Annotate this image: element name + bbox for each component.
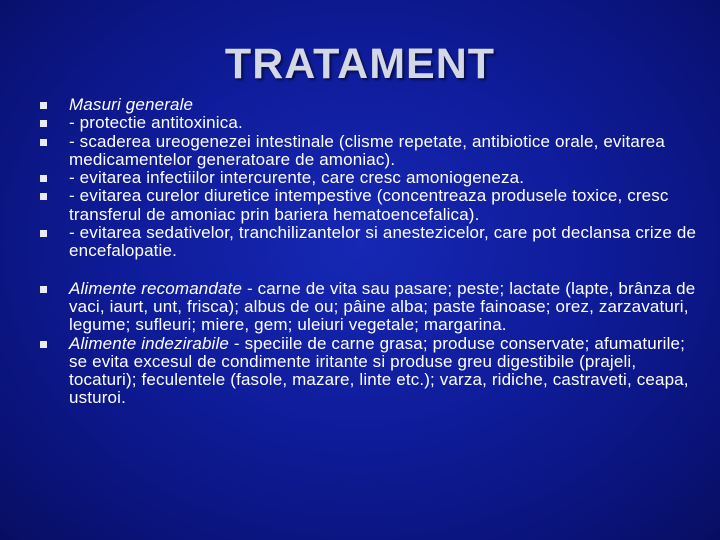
- bullet-item-general-measures: [40, 96, 708, 114]
- bullet-text: - evitarea curelor diuretice intempestive (concentreaza produsele toxice, cresc transferul de amoniac prin bariera hematoencefalica).: [69, 186, 669, 224]
- bullet-text: - speciile de carne grasa; produse conservate; afumaturile; se evita excesul de condimente iritante si produse greu digestibile (prajeli, tocaturi); feculentele (fasole, mazare, linte etc.); varza, ridiche, castraveti, ceapa, usturoi.: [69, 333, 689, 408]
- bullet-item-recommended-foods: [40, 280, 708, 335]
- bullet-text: - protectie antitoxinica.: [69, 113, 243, 133]
- bullet-lead: Masuri generale: [69, 95, 194, 114]
- square-bullet-icon: [40, 102, 47, 109]
- bullet-item-antitoxic-protection: [40, 114, 708, 132]
- bullet-text: - scaderea ureogenezei intestinale (clisme repetate, antibiotice orale, evitarea medicamentelor generatoare de amoniac).: [69, 131, 665, 169]
- slide-title: TRATAMENT: [224, 40, 496, 88]
- bullet-lead: Alimente indezirabile: [69, 333, 230, 353]
- bullet-lead: Alimente recomandate: [69, 278, 243, 298]
- bullet-text: - carne de vita sau pasare; peste; lactate (lapte, brânza de vaci, iaurt, unt, frisca); albus de ou; pâine alba; paste fainoase; orez, zarzavaturi, legume; sufleuri; miere, gem; uleiuri vegetale; margarina.: [69, 278, 696, 335]
- square-bullet-icon: [40, 286, 47, 293]
- bullet-item-undesirable-foods: [40, 335, 708, 408]
- square-bullet-icon: [40, 341, 47, 348]
- bullet-item-avoid-diuretics: [40, 187, 708, 224]
- bullet-text: - evitarea infectiilor intercurente, care cresc amoniogeneza.: [69, 168, 525, 188]
- square-bullet-icon: [40, 230, 47, 237]
- square-bullet-icon: [40, 120, 47, 127]
- square-bullet-icon: [40, 193, 47, 200]
- bullet-item-avoid-infections: [40, 169, 708, 187]
- square-bullet-icon: [40, 139, 47, 146]
- bullet-list: [40, 96, 708, 408]
- bullet-item-avoid-sedatives: [40, 224, 708, 261]
- square-bullet-icon: [40, 175, 47, 182]
- bullet-text: - evitarea sedativelor, tranchilizantelor si anestezicelor, care pot declansa crize de encefalopatie.: [69, 223, 697, 261]
- bullet-item-reduce-ureogenesis: [40, 133, 708, 170]
